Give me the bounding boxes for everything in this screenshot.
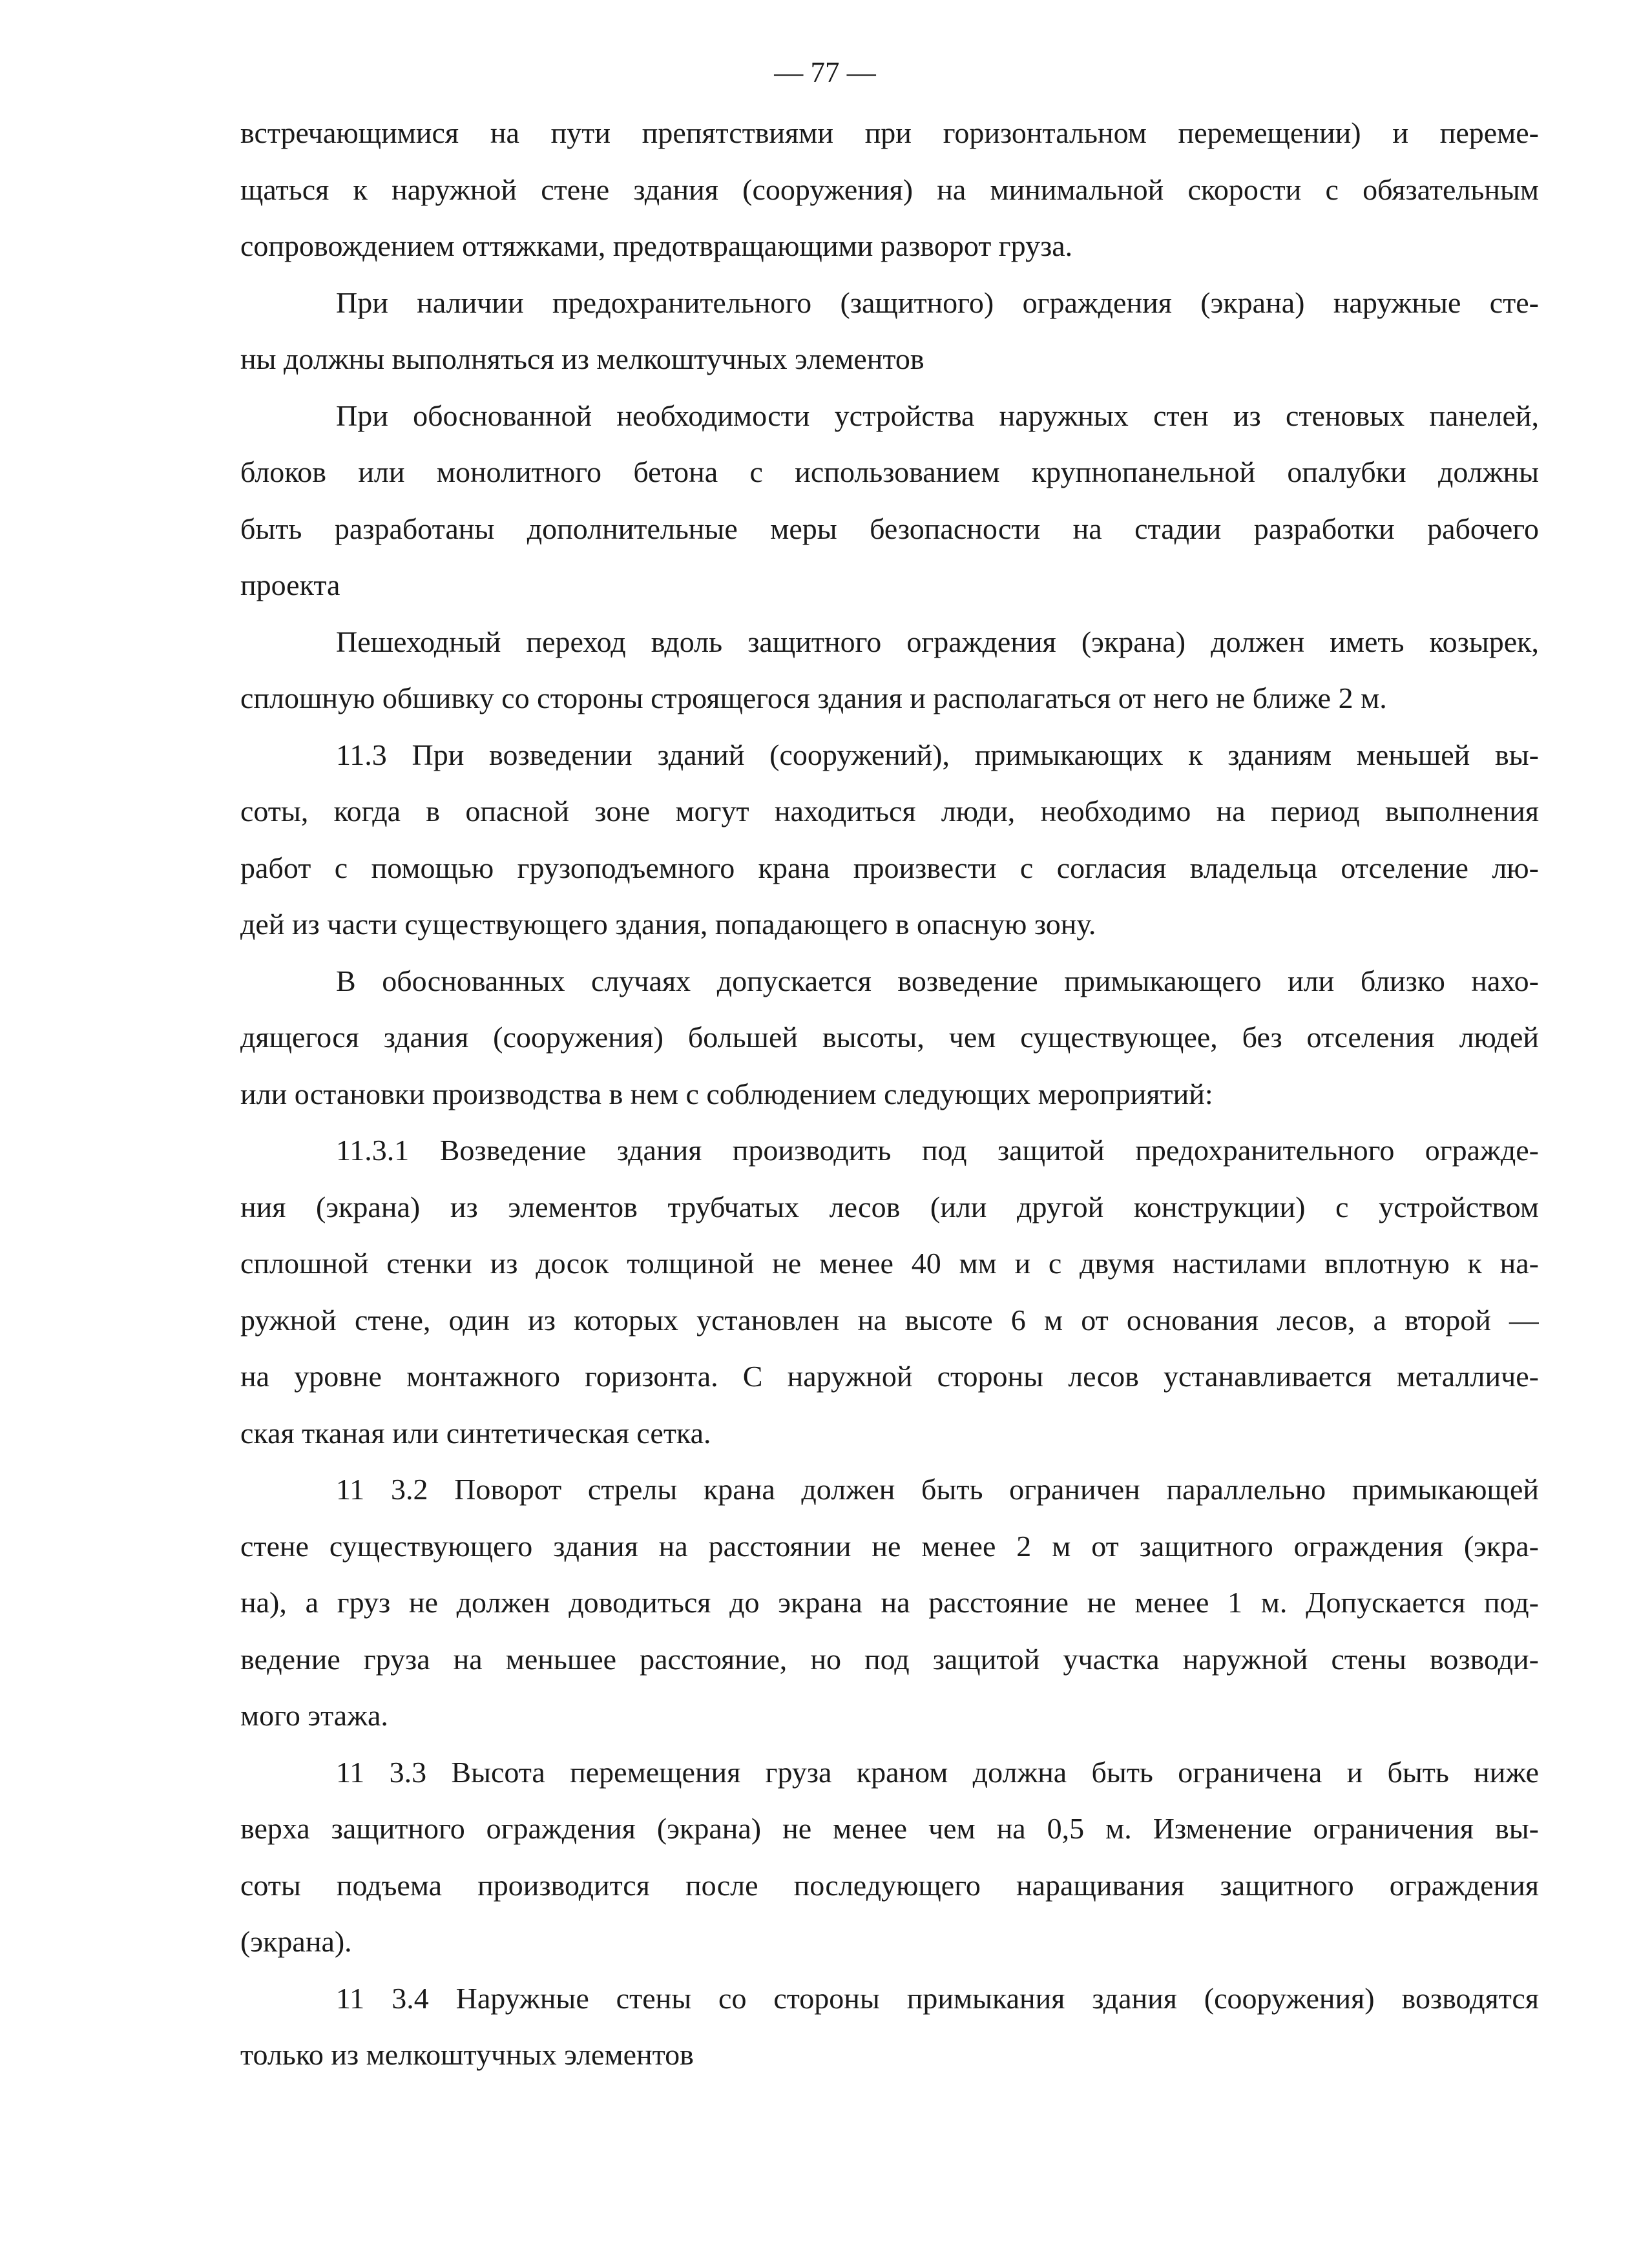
text-line: При наличии предохранительного (защитного) ограждения (экрана) наружные сте-: [336, 286, 1539, 319]
text-line: блоков или монолитного бетона с использованием крупнопанельной опалубки должны: [240, 455, 1539, 488]
paragraph-pedestrian-crossing: [240, 614, 1539, 727]
text-line: встречающимися на пути препятствиями при горизонтальном перемещении) и переме-: [240, 116, 1539, 149]
text-line: 11.3.1 Возведение здания производить под защитой предохранительного огражде-: [336, 1134, 1539, 1167]
page-body: [240, 105, 1539, 2083]
text-line: В обоснованных случаях допускается возведение примыкающего или близко нахо-: [336, 964, 1539, 997]
paragraph-justified-necessity: [240, 388, 1539, 614]
text-line: проекта: [240, 568, 340, 601]
text-line: сплошной стенки из досок толщиной не менее 40 мм и с двумя настилами вплотную к на-: [240, 1247, 1539, 1280]
text-line: сплошную обшивку со стороны строящегося здания и располагаться от него не ближе 2 м.: [240, 681, 1387, 714]
page-number: — 77 —: [774, 56, 876, 88]
text-line: 11 3.4 Наружные стены со стороны примыкания здания (сооружения) возводятся: [336, 1981, 1539, 2015]
text-line: работ с помощью грузоподъемного крана произвести с согласия владельца отселение лю-: [240, 851, 1539, 884]
paragraph-protective-fence: [240, 275, 1539, 388]
text-line: на), а груз не должен доводиться до экрана на расстояние не менее 1 м. Допускается под-: [240, 1586, 1539, 1619]
paragraph-section-11-3-2: [240, 1461, 1539, 1744]
text-line: щаться к наружной стене здания (сооружения) на минимальной скорости с обязательным: [240, 172, 1539, 206]
text-line: дящегося здания (сооружения) большей высоты, чем существующее, без отселения людей: [240, 1021, 1539, 1054]
text-line: сопровождением оттяжками, предотвращающими разворот груза.: [240, 229, 1073, 262]
text-line: 11.3 При возведении зданий (сооружений), примыкающих к зданиям меньшей вы-: [336, 738, 1539, 771]
text-line: 11 3.3 Высота перемещения груза краном должна быть ограничена и быть ниже: [336, 1755, 1539, 1789]
paragraph-justified-cases: [240, 953, 1539, 1123]
text-line: 11 3.2 Поворот стрелы крана должен быть ограничен параллельно примыкающей: [336, 1473, 1539, 1506]
paragraph-continuation: [240, 105, 1539, 275]
text-line: ведение груза на меньшее расстояние, но под защитой участка наружной стены возводи-: [240, 1642, 1539, 1676]
text-line: верха защитного ограждения (экрана) не менее чем на 0,5 м. Изменение ограничения вы-: [240, 1812, 1539, 1845]
text-line: ния (экрана) из элементов трубчатых лесов (или другой конструкции) с устройством: [240, 1190, 1539, 1223]
text-line: соты, когда в опасной зоне могут находиться люди, необходимо на период выполнения: [240, 795, 1539, 827]
text-line: стене существующего здания на расстоянии не менее 2 м от защитного ограждения (экра-: [240, 1529, 1539, 1563]
text-line: на уровне монтажного горизонта. С наружной стороны лесов устанавливается металличе-: [240, 1360, 1539, 1393]
paragraph-section-11-3: [240, 727, 1539, 953]
text-line: мого этажа.: [240, 1699, 388, 1732]
paragraph-section-11-3-4: [240, 1970, 1539, 2083]
paragraph-section-11-3-3: [240, 1744, 1539, 1970]
text-line: только из мелкоштучных элементов: [240, 2038, 694, 2071]
text-line: быть разработаны дополнительные меры безопасности на стадии разработки рабочего: [240, 512, 1539, 545]
text-line: ская тканая или синтетическая сетка.: [240, 1416, 711, 1450]
text-line: ны должны выполняться из мелкоштучных элементов: [240, 342, 924, 375]
text-line: дей из части существующего здания, попадающего в опасную зону.: [240, 908, 1096, 941]
text-line: (экрана).: [240, 1925, 352, 1958]
text-line: или остановки производства в нем с соблюдением следующих мероприятий:: [240, 1077, 1213, 1110]
text-line: Пешеходный переход вдоль защитного ограждения (экрана) должен иметь козырек,: [336, 625, 1539, 658]
text-line: ружной стене, один из которых установлен на высоте 6 м от основания лесов, а второй —: [240, 1303, 1539, 1337]
text-line: При обоснованной необходимости устройства наружных стен из стеновых панелей,: [336, 399, 1539, 432]
paragraph-section-11-3-1: [240, 1122, 1539, 1461]
text-line: соты подъема производится после последующего наращивания защитного ограждения: [240, 1868, 1539, 1902]
